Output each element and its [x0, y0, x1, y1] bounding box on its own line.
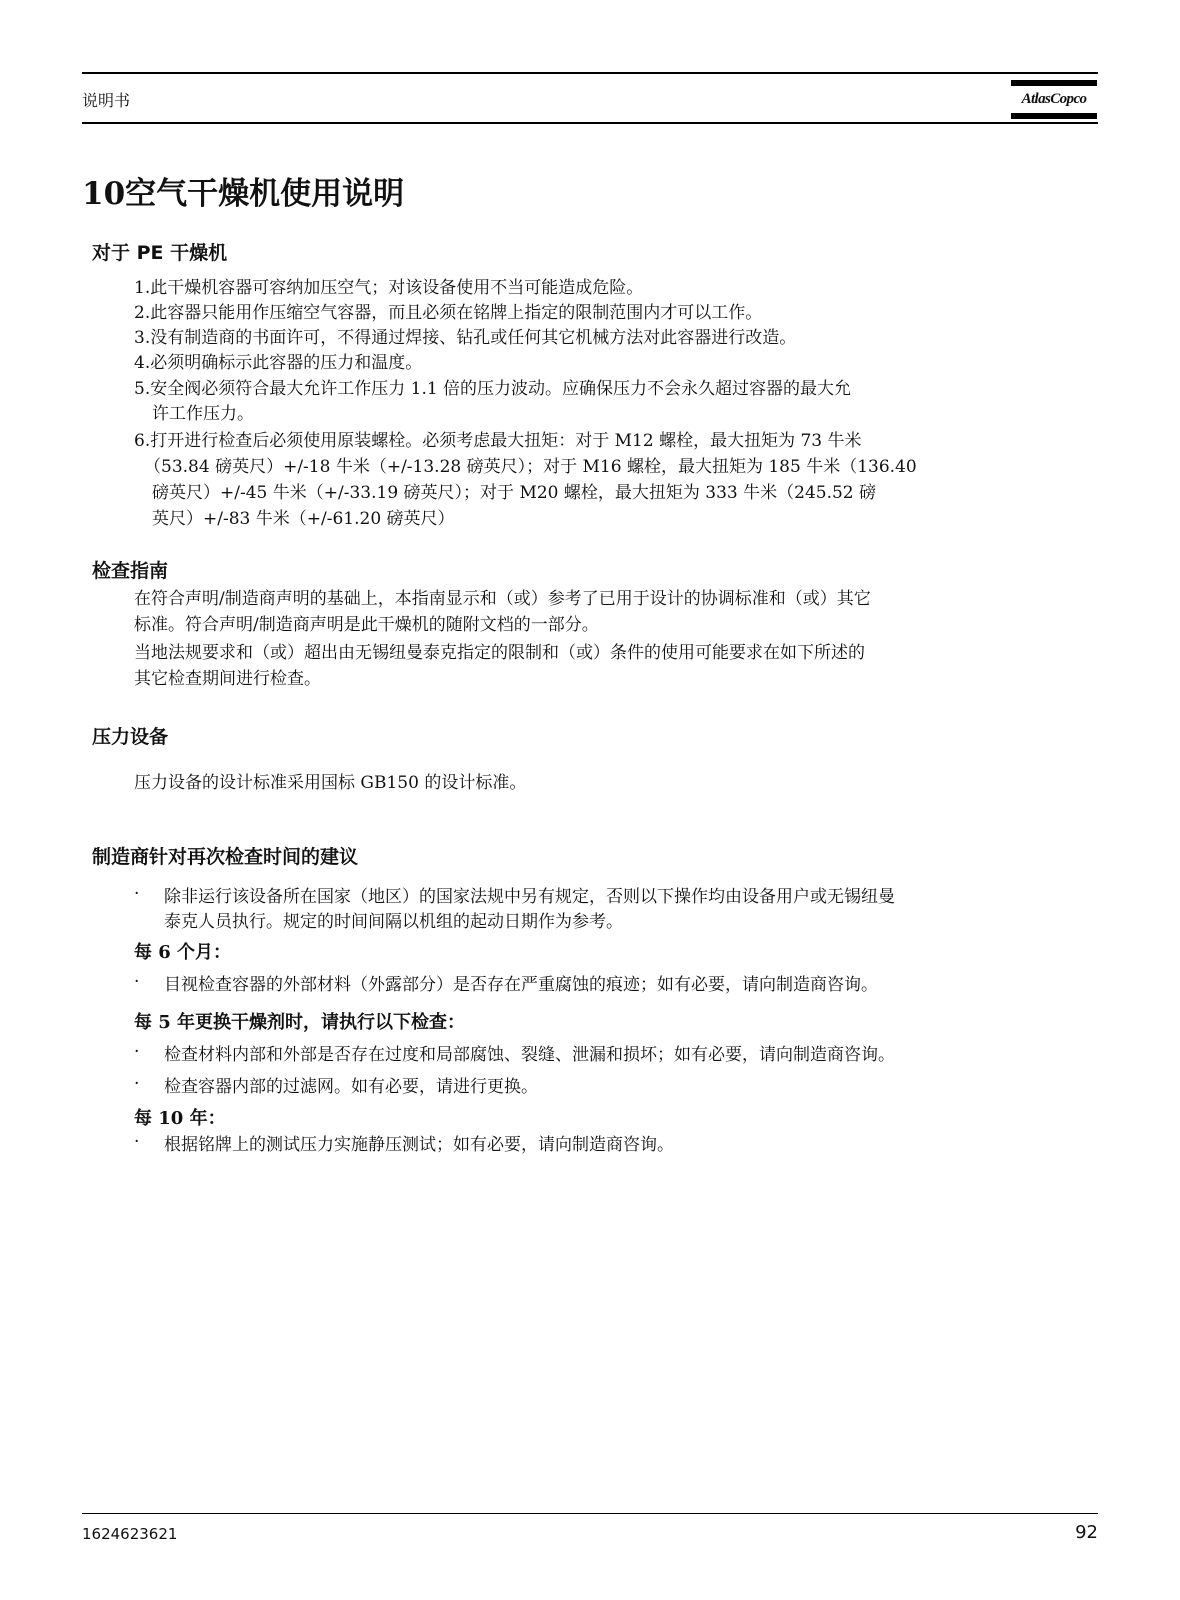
section-heading-inspection-guide: 检查指南: [92, 560, 169, 582]
guide-line-4: 其它检查期间进行检查。: [134, 669, 321, 689]
pe-line-5: 5.安全阀必须符合最大允许工作压力 1.1 倍的压力波动。应确保压力不会永久超过容器的最大允: [134, 379, 852, 399]
pe-line-2: 2.此容器只能用作压缩空气容器，而且必须在铭牌上指定的限制范围内才可以工作。: [134, 303, 763, 323]
pe-line-6-cont-2: 磅英尺）+/-45 牛米（+/-33.19 磅英尺）；对于 M20 螺栓，最大扭矩为 333 牛米（245.52 磅: [152, 483, 877, 503]
ten-years-item-1: 根据铭牌上的测试压力实施静压测试；如有必要，请向制造商咨询。: [164, 1135, 674, 1155]
bullet: ·: [134, 1042, 140, 1062]
guide-line-1: 在符合声明/制造商声明的基础上，本指南显示和（或）参考了已用于设计的协调标准和（或）其它: [134, 589, 871, 609]
section-heading-pressure-equipment: 压力设备: [92, 726, 169, 748]
interval-10-years: 每 10 年：: [134, 1108, 226, 1129]
atlas-copco-logo: [1011, 80, 1097, 120]
section-heading-recommendations: 制造商针对再次检查时间的建议: [92, 846, 359, 868]
section-heading-pe-dryer: 对于 PE 干燥机: [92, 242, 228, 264]
bullet: ·: [134, 972, 140, 992]
page-number: 92: [1075, 1522, 1098, 1543]
header-bottom-rule: [82, 122, 1098, 124]
document-number: 1624623621: [82, 1525, 178, 1543]
pressure-text: 压力设备的设计标准采用国标 GB150 的设计标准。: [134, 773, 527, 793]
logo-text: AtlasCopco: [1021, 91, 1087, 107]
pe-line-6-cont-1: （53.84 磅英尺）+/-18 牛米（+/-13.28 磅英尺）；对于 M16 螺栓，最大扭矩为 185 牛米（136.40: [144, 457, 917, 477]
guide-line-2: 标准。符合声明/制造商声明是此干燥机的随附文档的一部分。: [134, 615, 599, 635]
pe-line-6-cont-3: 英尺）+/-83 牛米（+/-61.20 磅英尺）: [152, 509, 455, 529]
five-years-item-1: 检查材料内部和外部是否存在过度和局部腐蚀、裂缝、泄漏和损坏；如有必要，请向制造商咨询。: [164, 1045, 895, 1065]
bullet: ·: [134, 1074, 140, 1094]
header-label: 说明书: [82, 91, 131, 110]
header-top-rule: [82, 72, 1098, 74]
recommend-intro-line-2: 泰克人员执行。规定的时间间隔以机组的起动日期作为参考。: [164, 912, 623, 932]
pe-line-1: 1.此干燥机容器可容纳加压空气；对该设备使用不当可能造成危险。: [134, 278, 644, 298]
pe-line-5-cont: 许工作压力。: [152, 404, 254, 424]
logo-bar-bottom: [1011, 113, 1097, 119]
pe-line-4: 4.必须明确标示此容器的压力和温度。: [134, 353, 423, 373]
pe-line-3: 3.没有制造商的书面许可，不得通过焊接、钻孔或任何其它机械方法对此容器进行改造。: [134, 328, 797, 348]
guide-line-3: 当地法规要求和（或）超出由无锡纽曼泰克指定的限制和（或）条件的使用可能要求在如下所述的: [134, 643, 865, 663]
recommend-intro-line-1: 除非运行该设备所在国家（地区）的国家法规中另有规定，否则以下操作均由设备用户或无锡纽曼: [164, 887, 895, 907]
pe-line-6: 6.打开进行检查后必须使用原装螺栓。必须考虑最大扭矩：对于 M12 螺栓，最大扭矩为 73 牛米: [134, 431, 862, 451]
logo-bar-top: [1011, 80, 1097, 86]
bullet: ·: [134, 1132, 140, 1152]
page-title: 10空气干燥机使用说明: [82, 176, 405, 212]
interval-5-years: 每 5 年更换干燥剂时，请执行以下检查：: [134, 1012, 466, 1033]
footer-rule: [82, 1513, 1098, 1514]
six-months-item-1: 目视检查容器的外部材料（外露部分）是否存在严重腐蚀的痕迹；如有必要，请向制造商咨询。: [164, 975, 878, 995]
five-years-item-2: 检查容器内部的过滤网。如有必要，请进行更换。: [164, 1077, 538, 1097]
bullet: ·: [134, 884, 140, 904]
interval-6-months: 每 6 个月：: [134, 942, 232, 963]
